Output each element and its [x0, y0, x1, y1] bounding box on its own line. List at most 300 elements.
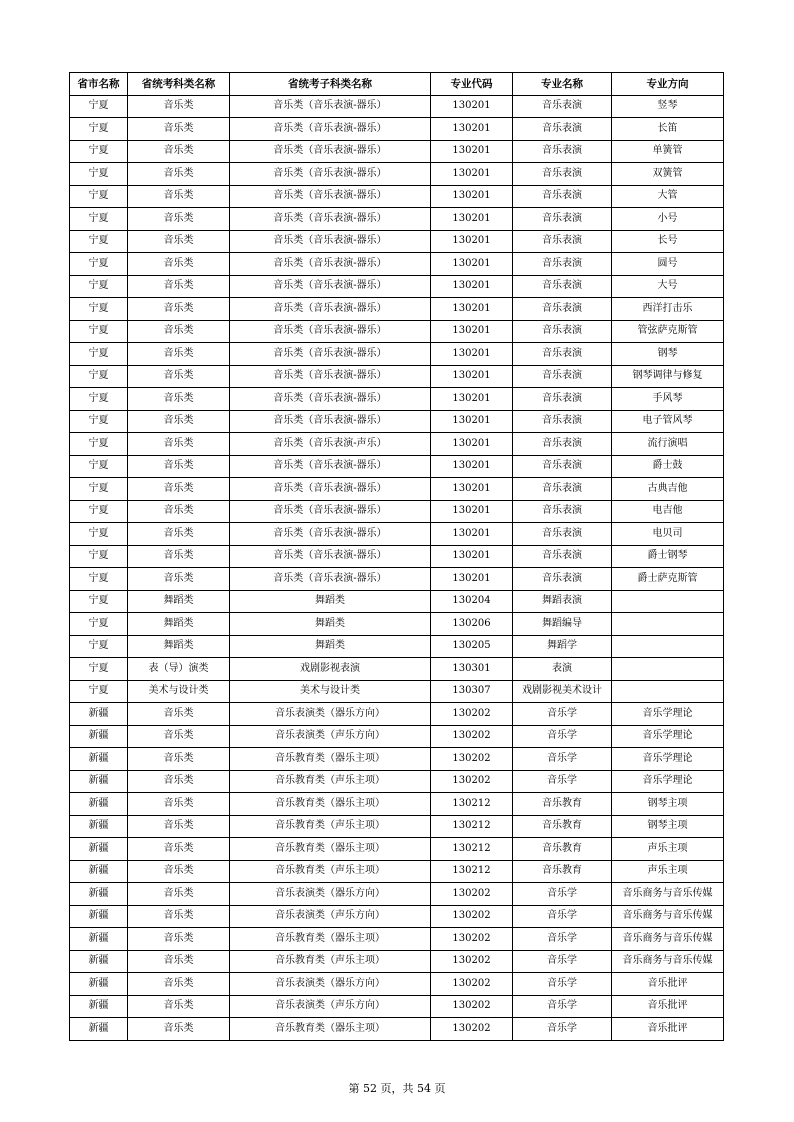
cell-major-name: 音乐表演: [513, 433, 612, 456]
table-row: [70, 995, 724, 1018]
cell-exam-subcategory: 音乐表演类（器乐方向）: [230, 883, 431, 906]
cell-major-code: 130201: [431, 275, 513, 298]
cell-province: 宁夏: [70, 545, 128, 568]
cell-major-code: 130201: [431, 365, 513, 388]
cell-exam-subcategory: 音乐类（音乐表演-器乐）: [230, 568, 431, 591]
cell-major-code: 130301: [431, 658, 513, 681]
header-province: 省市名称: [70, 73, 128, 96]
table-row: [70, 500, 724, 523]
cell-major-direction: 圆号: [612, 253, 724, 276]
cell-major-code: 130201: [431, 118, 513, 141]
cell-province: 宁夏: [70, 275, 128, 298]
cell-exam-subcategory: 音乐类（音乐表演-器乐）: [230, 545, 431, 568]
table-row: [70, 725, 724, 748]
cell-province: 宁夏: [70, 613, 128, 636]
cell-major-direction: 大号: [612, 275, 724, 298]
cell-exam-category: 音乐类: [128, 905, 230, 928]
cell-major-code: 130201: [431, 478, 513, 501]
cell-exam-category: 音乐类: [128, 455, 230, 478]
cell-exam-subcategory: 音乐教育类（声乐主项）: [230, 860, 431, 883]
cell-exam-subcategory: 音乐类（音乐表演-器乐）: [230, 208, 431, 231]
cell-major-code: 130202: [431, 995, 513, 1018]
cell-major-direction: 爵士鼓: [612, 455, 724, 478]
cell-exam-category: 音乐类: [128, 545, 230, 568]
cell-exam-category: 舞蹈类: [128, 590, 230, 613]
cell-exam-category: 音乐类: [128, 320, 230, 343]
cell-major-direction: 小号: [612, 208, 724, 231]
cell-exam-subcategory: 音乐类（音乐表演-器乐）: [230, 455, 431, 478]
cell-major-direction: 管弦萨克斯管: [612, 320, 724, 343]
cell-major-name: 音乐表演: [513, 95, 612, 118]
cell-province: 宁夏: [70, 208, 128, 231]
cell-exam-category: 音乐类: [128, 343, 230, 366]
table-row: [70, 928, 724, 951]
cell-major-code: 130307: [431, 680, 513, 703]
table-row: [70, 748, 724, 771]
cell-exam-category: 音乐类: [128, 433, 230, 456]
cell-major-name: 音乐表演: [513, 523, 612, 546]
cell-exam-subcategory: 音乐类（音乐表演-器乐）: [230, 500, 431, 523]
cell-major-code: 130201: [431, 500, 513, 523]
cell-major-name: 戏剧影视美术设计: [513, 680, 612, 703]
cell-major-direction: 电吉他: [612, 500, 724, 523]
table-header-row: [70, 73, 724, 96]
major-table: [69, 72, 724, 1041]
table-row: [70, 860, 724, 883]
cell-exam-subcategory: 音乐教育类（器乐主项）: [230, 793, 431, 816]
cell-major-direction: 音乐商务与音乐传媒: [612, 950, 724, 973]
cell-province: 宁夏: [70, 185, 128, 208]
cell-major-code: 130204: [431, 590, 513, 613]
cell-province: 宁夏: [70, 163, 128, 186]
cell-major-code: 130201: [431, 208, 513, 231]
cell-major-direction: [612, 658, 724, 681]
cell-major-code: 130212: [431, 860, 513, 883]
cell-major-direction: 音乐学理论: [612, 725, 724, 748]
cell-major-direction: 单簧管: [612, 140, 724, 163]
table-row: [70, 523, 724, 546]
cell-major-name: 音乐表演: [513, 253, 612, 276]
table-row: [70, 410, 724, 433]
cell-major-name: 音乐表演: [513, 500, 612, 523]
cell-major-name: 舞蹈学: [513, 635, 612, 658]
cell-major-code: 130202: [431, 725, 513, 748]
cell-exam-subcategory: 音乐类（音乐表演-器乐）: [230, 95, 431, 118]
cell-province: 新疆: [70, 950, 128, 973]
cell-major-direction: 钢琴主项: [612, 815, 724, 838]
cell-province: 宁夏: [70, 635, 128, 658]
table-row: [70, 905, 724, 928]
cell-major-name: 音乐表演: [513, 230, 612, 253]
cell-province: 新疆: [70, 793, 128, 816]
cell-province: 新疆: [70, 703, 128, 726]
cell-major-name: 音乐表演: [513, 365, 612, 388]
cell-major-name: 音乐表演: [513, 118, 612, 141]
cell-exam-category: 音乐类: [128, 815, 230, 838]
cell-major-name: 音乐教育: [513, 815, 612, 838]
table-row: [70, 388, 724, 411]
cell-exam-category: 音乐类: [128, 410, 230, 433]
cell-major-code: 130201: [431, 163, 513, 186]
cell-exam-subcategory: 音乐教育类（器乐主项）: [230, 748, 431, 771]
cell-major-code: 130201: [431, 185, 513, 208]
cell-major-name: 音乐表演: [513, 568, 612, 591]
cell-province: 宁夏: [70, 140, 128, 163]
header-major-name: 专业名称: [513, 73, 612, 96]
cell-major-name: 音乐学: [513, 725, 612, 748]
cell-major-code: 130202: [431, 950, 513, 973]
cell-major-code: 130202: [431, 703, 513, 726]
cell-exam-subcategory: 舞蹈类: [230, 590, 431, 613]
cell-major-name: 音乐表演: [513, 320, 612, 343]
table-row: [70, 343, 724, 366]
table-row: [70, 545, 724, 568]
cell-exam-category: 音乐类: [128, 568, 230, 591]
cell-major-name: 表演: [513, 658, 612, 681]
cell-exam-category: 音乐类: [128, 118, 230, 141]
cell-major-code: 130202: [431, 748, 513, 771]
cell-major-name: 音乐教育: [513, 860, 612, 883]
cell-major-code: 130201: [431, 568, 513, 591]
table-row: [70, 838, 724, 861]
cell-exam-subcategory: 音乐类（音乐表演-器乐）: [230, 320, 431, 343]
cell-province: 宁夏: [70, 343, 128, 366]
cell-major-name: 音乐表演: [513, 208, 612, 231]
cell-major-direction: 爵士萨克斯管: [612, 568, 724, 591]
cell-major-code: 130201: [431, 320, 513, 343]
cell-major-code: 130212: [431, 793, 513, 816]
cell-major-name: 音乐表演: [513, 140, 612, 163]
cell-province: 新疆: [70, 725, 128, 748]
cell-major-name: 音乐学: [513, 770, 612, 793]
cell-major-name: 音乐表演: [513, 343, 612, 366]
cell-major-code: 130202: [431, 883, 513, 906]
cell-province: 宁夏: [70, 523, 128, 546]
cell-major-code: 130202: [431, 905, 513, 928]
cell-province: 宁夏: [70, 590, 128, 613]
header-major-code: 专业代码: [431, 73, 513, 96]
cell-province: 新疆: [70, 905, 128, 928]
cell-major-name: 舞蹈编导: [513, 613, 612, 636]
cell-exam-category: 音乐类: [128, 928, 230, 951]
cell-exam-subcategory: 音乐类（音乐表演-器乐）: [230, 478, 431, 501]
table-row: [70, 478, 724, 501]
cell-major-direction: 流行演唱: [612, 433, 724, 456]
cell-exam-category: 音乐类: [128, 388, 230, 411]
table-row: [70, 613, 724, 636]
cell-major-direction: [612, 635, 724, 658]
table-row: [70, 793, 724, 816]
table-body: [70, 95, 724, 1040]
cell-province: 宁夏: [70, 95, 128, 118]
cell-major-name: 音乐学: [513, 883, 612, 906]
cell-major-code: 130201: [431, 388, 513, 411]
cell-exam-category: 音乐类: [128, 185, 230, 208]
cell-major-name: 音乐表演: [513, 163, 612, 186]
cell-province: 宁夏: [70, 568, 128, 591]
header-exam-category: 省统考科类名称: [128, 73, 230, 96]
cell-province: 宁夏: [70, 253, 128, 276]
cell-exam-subcategory: 音乐教育类（声乐主项）: [230, 950, 431, 973]
cell-province: 宁夏: [70, 433, 128, 456]
table-row: [70, 770, 724, 793]
page-footer: 第 52 页，共 54 页: [348, 1082, 446, 1095]
cell-major-direction: 音乐批评: [612, 995, 724, 1018]
cell-major-direction: [612, 613, 724, 636]
cell-exam-category: 音乐类: [128, 838, 230, 861]
cell-exam-subcategory: 音乐表演类（器乐方向）: [230, 703, 431, 726]
cell-major-name: 音乐表演: [513, 478, 612, 501]
cell-major-name: 音乐表演: [513, 185, 612, 208]
cell-province: 新疆: [70, 860, 128, 883]
cell-exam-category: 音乐类: [128, 253, 230, 276]
table-row: [70, 950, 724, 973]
cell-major-name: 音乐学: [513, 748, 612, 771]
cell-major-name: 音乐表演: [513, 545, 612, 568]
cell-major-direction: 爵士钢琴: [612, 545, 724, 568]
table-row: [70, 118, 724, 141]
cell-major-direction: 声乐主项: [612, 860, 724, 883]
cell-exam-category: 音乐类: [128, 950, 230, 973]
cell-major-name: 音乐表演: [513, 275, 612, 298]
cell-major-code: 130201: [431, 523, 513, 546]
table-row: [70, 635, 724, 658]
cell-exam-category: 音乐类: [128, 860, 230, 883]
cell-province: 宁夏: [70, 680, 128, 703]
cell-exam-category: 音乐类: [128, 523, 230, 546]
header-major-direction: 专业方向: [612, 73, 724, 96]
cell-exam-subcategory: 音乐类（音乐表演-器乐）: [230, 343, 431, 366]
table-row: [70, 973, 724, 996]
cell-major-code: 130201: [431, 455, 513, 478]
cell-major-code: 130201: [431, 95, 513, 118]
cell-province: 宁夏: [70, 320, 128, 343]
cell-major-direction: 西洋打击乐: [612, 298, 724, 321]
cell-major-name: 音乐表演: [513, 410, 612, 433]
cell-major-name: 音乐教育: [513, 793, 612, 816]
table-row: [70, 568, 724, 591]
cell-province: 宁夏: [70, 365, 128, 388]
cell-exam-subcategory: 音乐类（音乐表演-器乐）: [230, 298, 431, 321]
cell-major-code: 130201: [431, 230, 513, 253]
cell-exam-subcategory: 音乐表演类（器乐方向）: [230, 973, 431, 996]
cell-major-direction: [612, 590, 724, 613]
cell-major-code: 130201: [431, 433, 513, 456]
cell-major-name: 舞蹈表演: [513, 590, 612, 613]
cell-major-direction: 竖琴: [612, 95, 724, 118]
table-row: [70, 163, 724, 186]
cell-major-direction: 电子管风琴: [612, 410, 724, 433]
cell-major-direction: 长号: [612, 230, 724, 253]
cell-exam-category: 音乐类: [128, 995, 230, 1018]
cell-exam-subcategory: 音乐表演类（声乐方向）: [230, 905, 431, 928]
cell-exam-subcategory: 音乐教育类（器乐主项）: [230, 928, 431, 951]
table-row: [70, 95, 724, 118]
table-row: [70, 455, 724, 478]
cell-province: 新疆: [70, 815, 128, 838]
cell-exam-subcategory: 音乐类（音乐表演-器乐）: [230, 140, 431, 163]
cell-exam-category: 音乐类: [128, 748, 230, 771]
cell-major-direction: 音乐学理论: [612, 748, 724, 771]
cell-province: 宁夏: [70, 478, 128, 501]
cell-major-code: 130201: [431, 545, 513, 568]
cell-exam-subcategory: 音乐类（音乐表演-器乐）: [230, 118, 431, 141]
table-row: [70, 1018, 724, 1041]
table-row: [70, 883, 724, 906]
cell-exam-subcategory: 音乐表演类（声乐方向）: [230, 995, 431, 1018]
cell-major-name: 音乐表演: [513, 455, 612, 478]
cell-exam-category: 音乐类: [128, 230, 230, 253]
cell-province: 宁夏: [70, 410, 128, 433]
cell-major-direction: 双簧管: [612, 163, 724, 186]
cell-major-direction: 手风琴: [612, 388, 724, 411]
table-container: [69, 72, 723, 1041]
cell-province: 宁夏: [70, 298, 128, 321]
cell-major-direction: 音乐商务与音乐传媒: [612, 928, 724, 951]
cell-major-name: 音乐学: [513, 995, 612, 1018]
cell-major-code: 130202: [431, 770, 513, 793]
cell-major-direction: [612, 680, 724, 703]
cell-exam-subcategory: 音乐表演类（声乐方向）: [230, 725, 431, 748]
cell-exam-category: 音乐类: [128, 208, 230, 231]
cell-province: 宁夏: [70, 230, 128, 253]
cell-province: 新疆: [70, 995, 128, 1018]
cell-province: 宁夏: [70, 388, 128, 411]
cell-exam-subcategory: 音乐教育类（器乐主项）: [230, 838, 431, 861]
cell-major-direction: 音乐学理论: [612, 703, 724, 726]
cell-exam-subcategory: 音乐类（音乐表演-器乐）: [230, 275, 431, 298]
cell-province: 新疆: [70, 838, 128, 861]
cell-exam-category: 表（导）演类: [128, 658, 230, 681]
table-row: [70, 365, 724, 388]
table-row: [70, 253, 724, 276]
cell-exam-category: 音乐类: [128, 298, 230, 321]
cell-exam-subcategory: 音乐类（音乐表演-器乐）: [230, 410, 431, 433]
cell-exam-category: 音乐类: [128, 95, 230, 118]
cell-exam-subcategory: 音乐类（音乐表演-器乐）: [230, 230, 431, 253]
cell-major-direction: 钢琴调律与修复: [612, 365, 724, 388]
cell-major-code: 130201: [431, 140, 513, 163]
cell-exam-subcategory: 音乐类（音乐表演-器乐）: [230, 365, 431, 388]
cell-major-direction: 钢琴: [612, 343, 724, 366]
cell-major-direction: 音乐商务与音乐传媒: [612, 883, 724, 906]
cell-province: 宁夏: [70, 118, 128, 141]
cell-exam-subcategory: 音乐类（音乐表演-器乐）: [230, 253, 431, 276]
cell-exam-subcategory: 音乐类（音乐表演-声乐）: [230, 433, 431, 456]
table-row: [70, 140, 724, 163]
cell-exam-category: 音乐类: [128, 365, 230, 388]
cell-exam-subcategory: 音乐类（音乐表演-器乐）: [230, 185, 431, 208]
cell-province: 新疆: [70, 928, 128, 951]
cell-province: 宁夏: [70, 500, 128, 523]
cell-exam-subcategory: 音乐类（音乐表演-器乐）: [230, 523, 431, 546]
cell-exam-category: 音乐类: [128, 140, 230, 163]
cell-exam-subcategory: 舞蹈类: [230, 635, 431, 658]
table-row: [70, 208, 724, 231]
table-row: [70, 590, 724, 613]
cell-exam-category: 音乐类: [128, 793, 230, 816]
cell-major-code: 130201: [431, 253, 513, 276]
table-row: [70, 185, 724, 208]
cell-major-code: 130202: [431, 973, 513, 996]
cell-major-code: 130205: [431, 635, 513, 658]
cell-province: 宁夏: [70, 658, 128, 681]
cell-province: 新疆: [70, 883, 128, 906]
cell-major-direction: 古典吉他: [612, 478, 724, 501]
cell-major-direction: 长笛: [612, 118, 724, 141]
cell-exam-category: 音乐类: [128, 770, 230, 793]
cell-exam-subcategory: 音乐教育类（声乐主项）: [230, 770, 431, 793]
cell-major-direction: 音乐批评: [612, 973, 724, 996]
cell-exam-subcategory: 音乐类（音乐表演-器乐）: [230, 163, 431, 186]
cell-major-code: 130201: [431, 410, 513, 433]
cell-exam-subcategory: 美术与设计类: [230, 680, 431, 703]
cell-major-direction: 大管: [612, 185, 724, 208]
cell-major-name: 音乐学: [513, 973, 612, 996]
table-row: [70, 703, 724, 726]
cell-exam-category: 音乐类: [128, 973, 230, 996]
cell-exam-category: 音乐类: [128, 500, 230, 523]
table-row: [70, 230, 724, 253]
cell-major-name: 音乐学: [513, 905, 612, 928]
cell-exam-subcategory: 音乐教育类（声乐主项）: [230, 815, 431, 838]
cell-major-code: 130201: [431, 343, 513, 366]
table-row: [70, 658, 724, 681]
cell-exam-category: 美术与设计类: [128, 680, 230, 703]
cell-exam-category: 舞蹈类: [128, 613, 230, 636]
cell-major-name: 音乐表演: [513, 298, 612, 321]
cell-exam-category: 音乐类: [128, 163, 230, 186]
cell-major-name: 音乐学: [513, 928, 612, 951]
cell-exam-subcategory: 音乐类（音乐表演-器乐）: [230, 388, 431, 411]
cell-exam-category: 舞蹈类: [128, 635, 230, 658]
cell-exam-category: 音乐类: [128, 275, 230, 298]
cell-major-direction: 钢琴主项: [612, 793, 724, 816]
cell-province: 新疆: [70, 1018, 128, 1041]
cell-major-code: 130201: [431, 298, 513, 321]
cell-province: 新疆: [70, 748, 128, 771]
cell-major-direction: 声乐主项: [612, 838, 724, 861]
cell-major-name: 音乐表演: [513, 388, 612, 411]
cell-major-name: 音乐教育: [513, 838, 612, 861]
cell-exam-subcategory: 音乐教育类（器乐主项）: [230, 1018, 431, 1041]
cell-exam-subcategory: 戏剧影视表演: [230, 658, 431, 681]
cell-major-direction: 电贝司: [612, 523, 724, 546]
cell-major-direction: 音乐批评: [612, 1018, 724, 1041]
cell-major-name: 音乐学: [513, 1018, 612, 1041]
cell-major-code: 130212: [431, 838, 513, 861]
table-row: [70, 320, 724, 343]
table-row: [70, 298, 724, 321]
cell-major-name: 音乐学: [513, 703, 612, 726]
cell-exam-category: 音乐类: [128, 703, 230, 726]
cell-major-code: 130202: [431, 928, 513, 951]
cell-exam-category: 音乐类: [128, 478, 230, 501]
cell-exam-category: 音乐类: [128, 883, 230, 906]
cell-major-code: 130206: [431, 613, 513, 636]
cell-exam-subcategory: 舞蹈类: [230, 613, 431, 636]
table-row: [70, 815, 724, 838]
table-row: [70, 680, 724, 703]
cell-province: 宁夏: [70, 455, 128, 478]
cell-major-name: 音乐学: [513, 950, 612, 973]
table-row: [70, 433, 724, 456]
cell-major-code: 130202: [431, 1018, 513, 1041]
header-exam-subcategory: 省统考子科类名称: [230, 73, 431, 96]
cell-major-direction: 音乐商务与音乐传媒: [612, 905, 724, 928]
cell-province: 新疆: [70, 973, 128, 996]
cell-major-direction: 音乐学理论: [612, 770, 724, 793]
